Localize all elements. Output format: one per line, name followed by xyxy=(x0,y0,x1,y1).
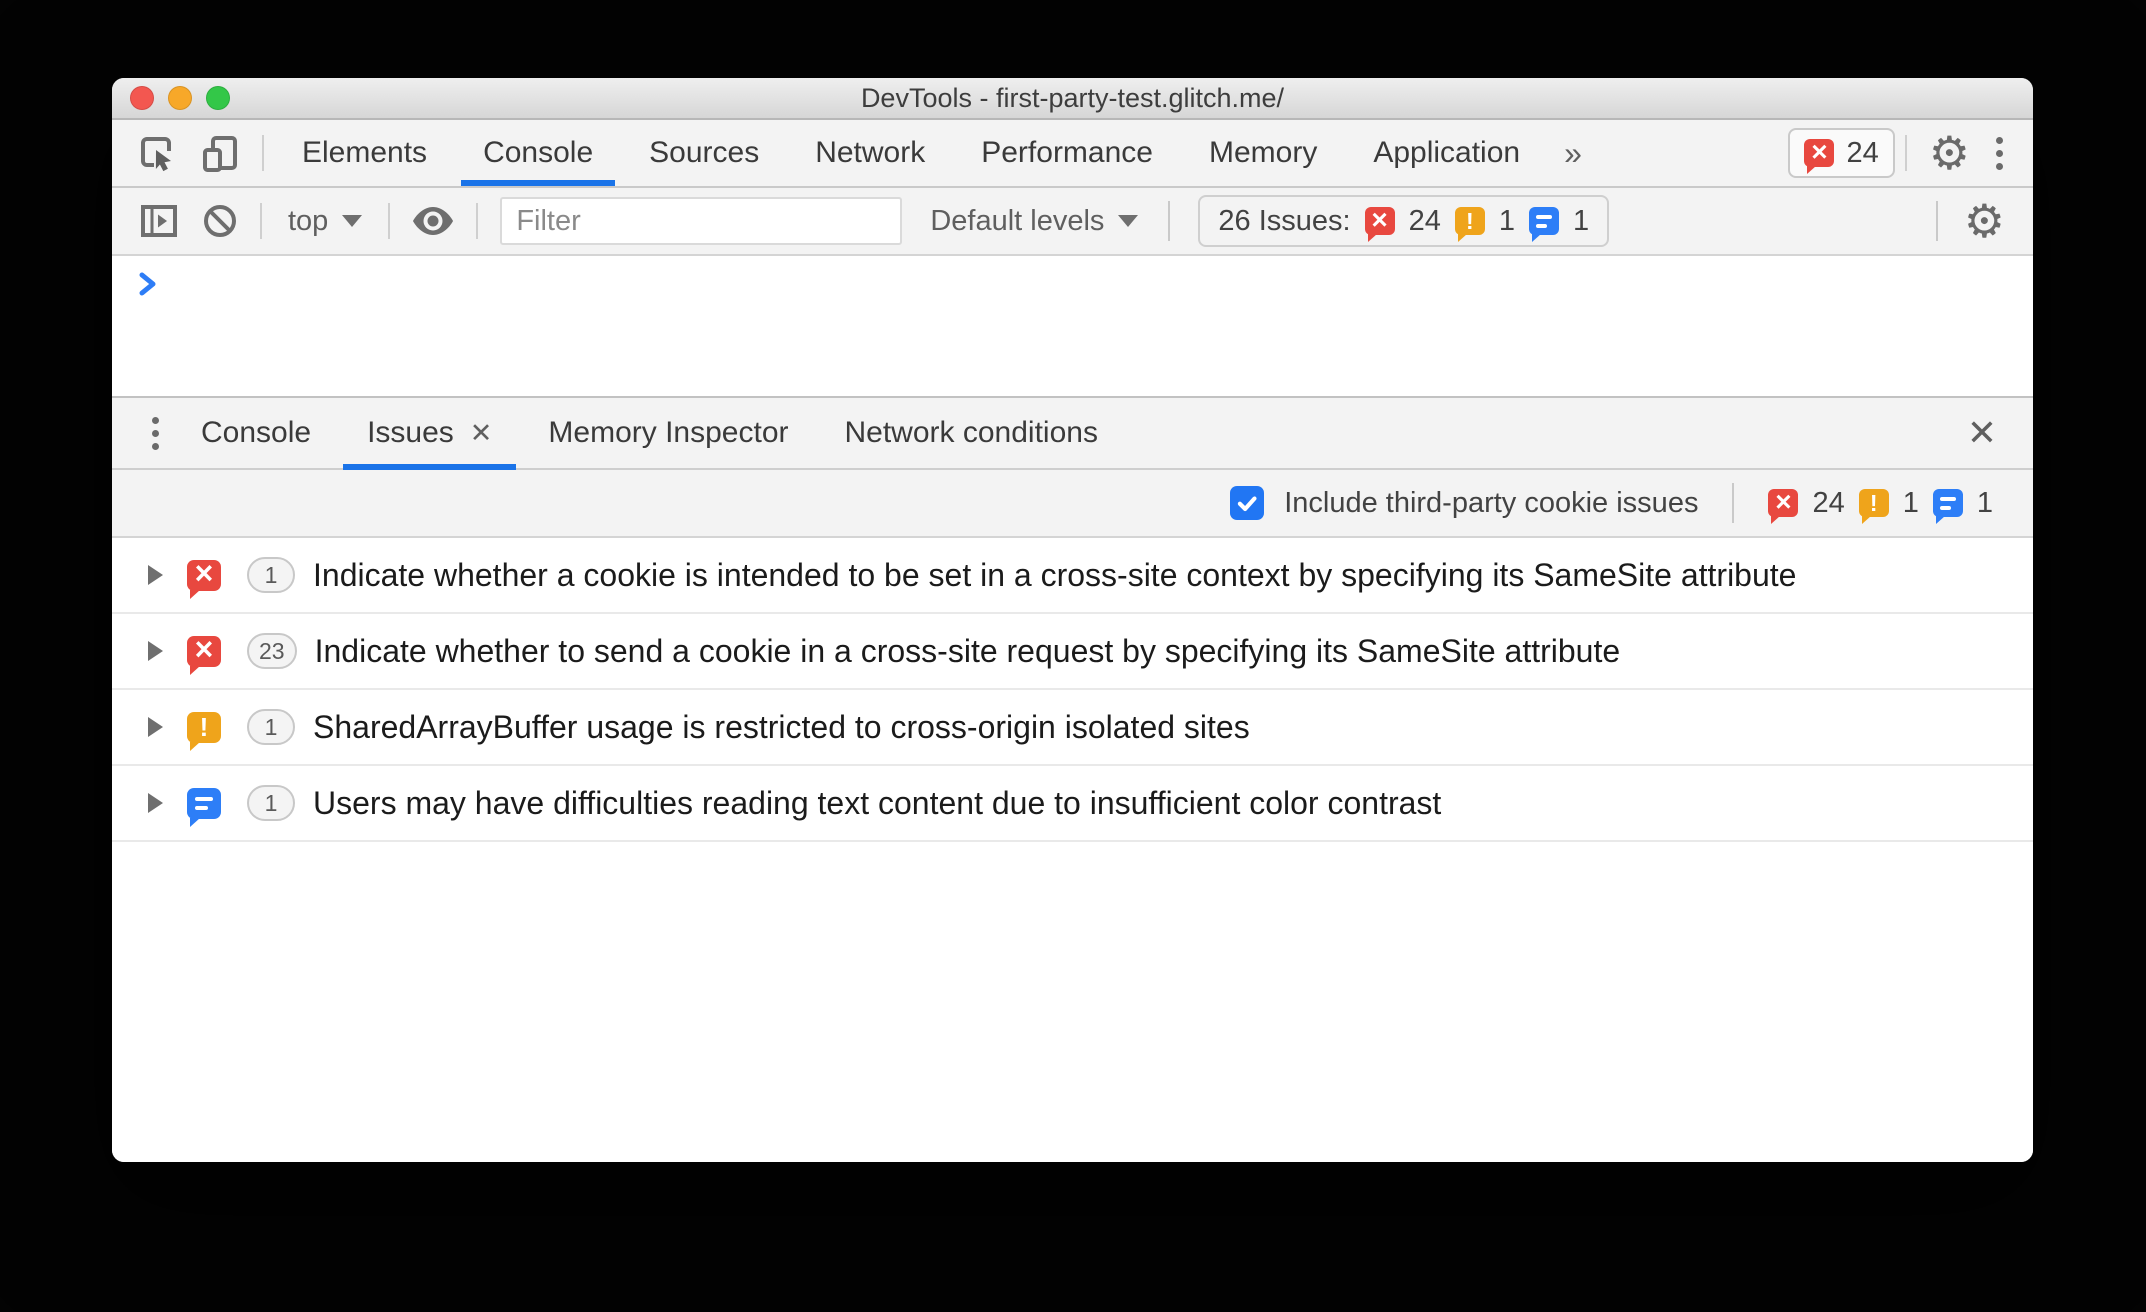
issue-row[interactable] xyxy=(112,690,2033,766)
context-selector[interactable] xyxy=(272,205,378,238)
error-bubble-icon xyxy=(187,636,221,667)
drawer-tab-issues[interactable] xyxy=(339,398,520,468)
close-window-button[interactable] xyxy=(130,86,154,110)
console-message-area[interactable] xyxy=(112,256,2033,396)
warning-bubble-icon xyxy=(1859,489,1889,517)
info-bubble-icon xyxy=(1933,489,1963,517)
drawer-menu-kebab-icon[interactable] xyxy=(138,417,173,450)
warning-count: 1 xyxy=(1498,204,1516,237)
issue-row[interactable] xyxy=(112,766,2033,842)
context-selector-value: top xyxy=(288,204,329,237)
tab-sources[interactable]: Sources xyxy=(649,136,760,169)
log-levels-selector[interactable] xyxy=(914,205,1154,238)
info-count: 1 xyxy=(1976,486,1993,519)
third-party-cookie-label: Include third-party cookie issues xyxy=(1284,486,1699,519)
drawer-tab-network-conditions[interactable]: Network conditions xyxy=(844,416,1098,449)
issue-count-badge: 23 xyxy=(247,633,297,669)
filter-input[interactable] xyxy=(500,197,902,245)
info-bubble-icon xyxy=(187,788,221,819)
log-levels-value: Default levels xyxy=(930,204,1105,237)
minimize-window-button[interactable] xyxy=(168,86,192,110)
inspect-element-icon[interactable] xyxy=(124,120,188,186)
divider xyxy=(388,203,390,239)
divider xyxy=(1936,201,1938,241)
tab-network[interactable]: Network xyxy=(815,136,926,169)
devtools-window xyxy=(112,78,2033,1162)
drawer-tab-memory-inspector[interactable]: Memory Inspector xyxy=(548,416,789,449)
traffic-lights xyxy=(130,78,230,118)
error-bubble-icon xyxy=(1804,139,1834,167)
issue-row[interactable] xyxy=(112,614,2033,690)
warning-bubble-icon xyxy=(1455,207,1485,235)
console-prompt-chevron-icon xyxy=(138,272,160,296)
expand-triangle-icon[interactable] xyxy=(148,565,163,585)
error-count: 24 xyxy=(1408,204,1441,237)
issue-count-badge: 1 xyxy=(247,785,295,821)
issue-row[interactable] xyxy=(112,538,2033,614)
close-drawer-icon[interactable] xyxy=(1957,415,2007,451)
tab-elements[interactable]: Elements xyxy=(302,136,428,169)
divider xyxy=(1168,201,1170,241)
chevron-down-icon xyxy=(1118,215,1138,227)
warning-bubble-icon xyxy=(187,712,221,743)
divider xyxy=(262,135,264,171)
tab-memory[interactable]: Memory xyxy=(1208,136,1318,169)
console-toolbar xyxy=(112,188,2033,256)
more-tabs-icon[interactable]: » xyxy=(1564,134,1582,171)
issues-list xyxy=(112,538,2033,1162)
issue-title: Indicate whether to send a cookie in a cross-site request by specifying its SameSite attribute xyxy=(314,632,1621,669)
zoom-window-button[interactable] xyxy=(206,86,230,110)
issue-title: Users may have difficulties reading text content due to insufficient color contrast xyxy=(313,784,1442,821)
expand-triangle-icon[interactable] xyxy=(148,793,163,813)
checkmark-icon xyxy=(1235,491,1259,515)
settings-gear-icon[interactable] xyxy=(1917,120,1982,186)
error-count: 24 xyxy=(1846,136,1879,169)
info-count: 1 xyxy=(1573,204,1590,237)
tab-console[interactable]: Console xyxy=(455,120,621,186)
drawer-tab-issues-label: Issues xyxy=(367,416,454,449)
issue-count-badge: 1 xyxy=(247,557,295,593)
tab-application[interactable]: Application xyxy=(1373,136,1521,169)
issue-title: SharedArrayBuffer usage is restricted to cross-origin isolated sites xyxy=(313,708,1250,745)
close-issues-tab-icon[interactable] xyxy=(470,420,493,447)
console-sidebar-toggle-icon[interactable] xyxy=(128,188,190,254)
info-bubble-icon xyxy=(1529,207,1559,235)
issues-summary-button[interactable] xyxy=(1198,195,1609,247)
issues-summary-label: 26 Issues: xyxy=(1218,204,1351,237)
window-title: DevTools - first-party-test.glitch.me/ xyxy=(860,82,1285,113)
drawer-tabbar xyxy=(112,396,2033,470)
console-settings-gear-icon[interactable] xyxy=(1952,188,2017,254)
issue-count-badge: 1 xyxy=(247,709,295,745)
divider xyxy=(1732,483,1734,523)
issues-toolbar xyxy=(112,470,2033,538)
main-menu-kebab-icon[interactable] xyxy=(1982,137,2017,170)
chevron-down-icon xyxy=(342,215,362,227)
divider xyxy=(1905,135,1907,171)
expand-triangle-icon[interactable] xyxy=(148,641,163,661)
error-bubble-icon xyxy=(187,560,221,591)
issues-count-group xyxy=(1768,487,1993,520)
device-toolbar-icon[interactable] xyxy=(188,120,252,186)
third-party-cookie-checkbox[interactable] xyxy=(1230,486,1264,520)
live-expression-eye-icon[interactable] xyxy=(400,188,466,254)
issue-title: Indicate whether a cookie is intended to be set in a cross-site context by specifying its SameSite attribute xyxy=(313,556,1797,593)
open-issues-badge-button[interactable] xyxy=(1788,128,1894,178)
main-tabbar xyxy=(112,120,2033,188)
expand-triangle-icon[interactable] xyxy=(148,717,163,737)
clear-console-icon[interactable] xyxy=(190,188,250,254)
error-count: 24 xyxy=(1812,486,1845,519)
drawer-tab-console[interactable]: Console xyxy=(201,416,312,449)
divider xyxy=(476,203,478,239)
error-bubble-icon xyxy=(1365,207,1395,235)
warning-count: 1 xyxy=(1902,486,1919,519)
error-bubble-icon xyxy=(1768,489,1798,517)
divider xyxy=(260,203,262,239)
tab-performance[interactable]: Performance xyxy=(981,136,1153,169)
titlebar xyxy=(112,78,2033,120)
